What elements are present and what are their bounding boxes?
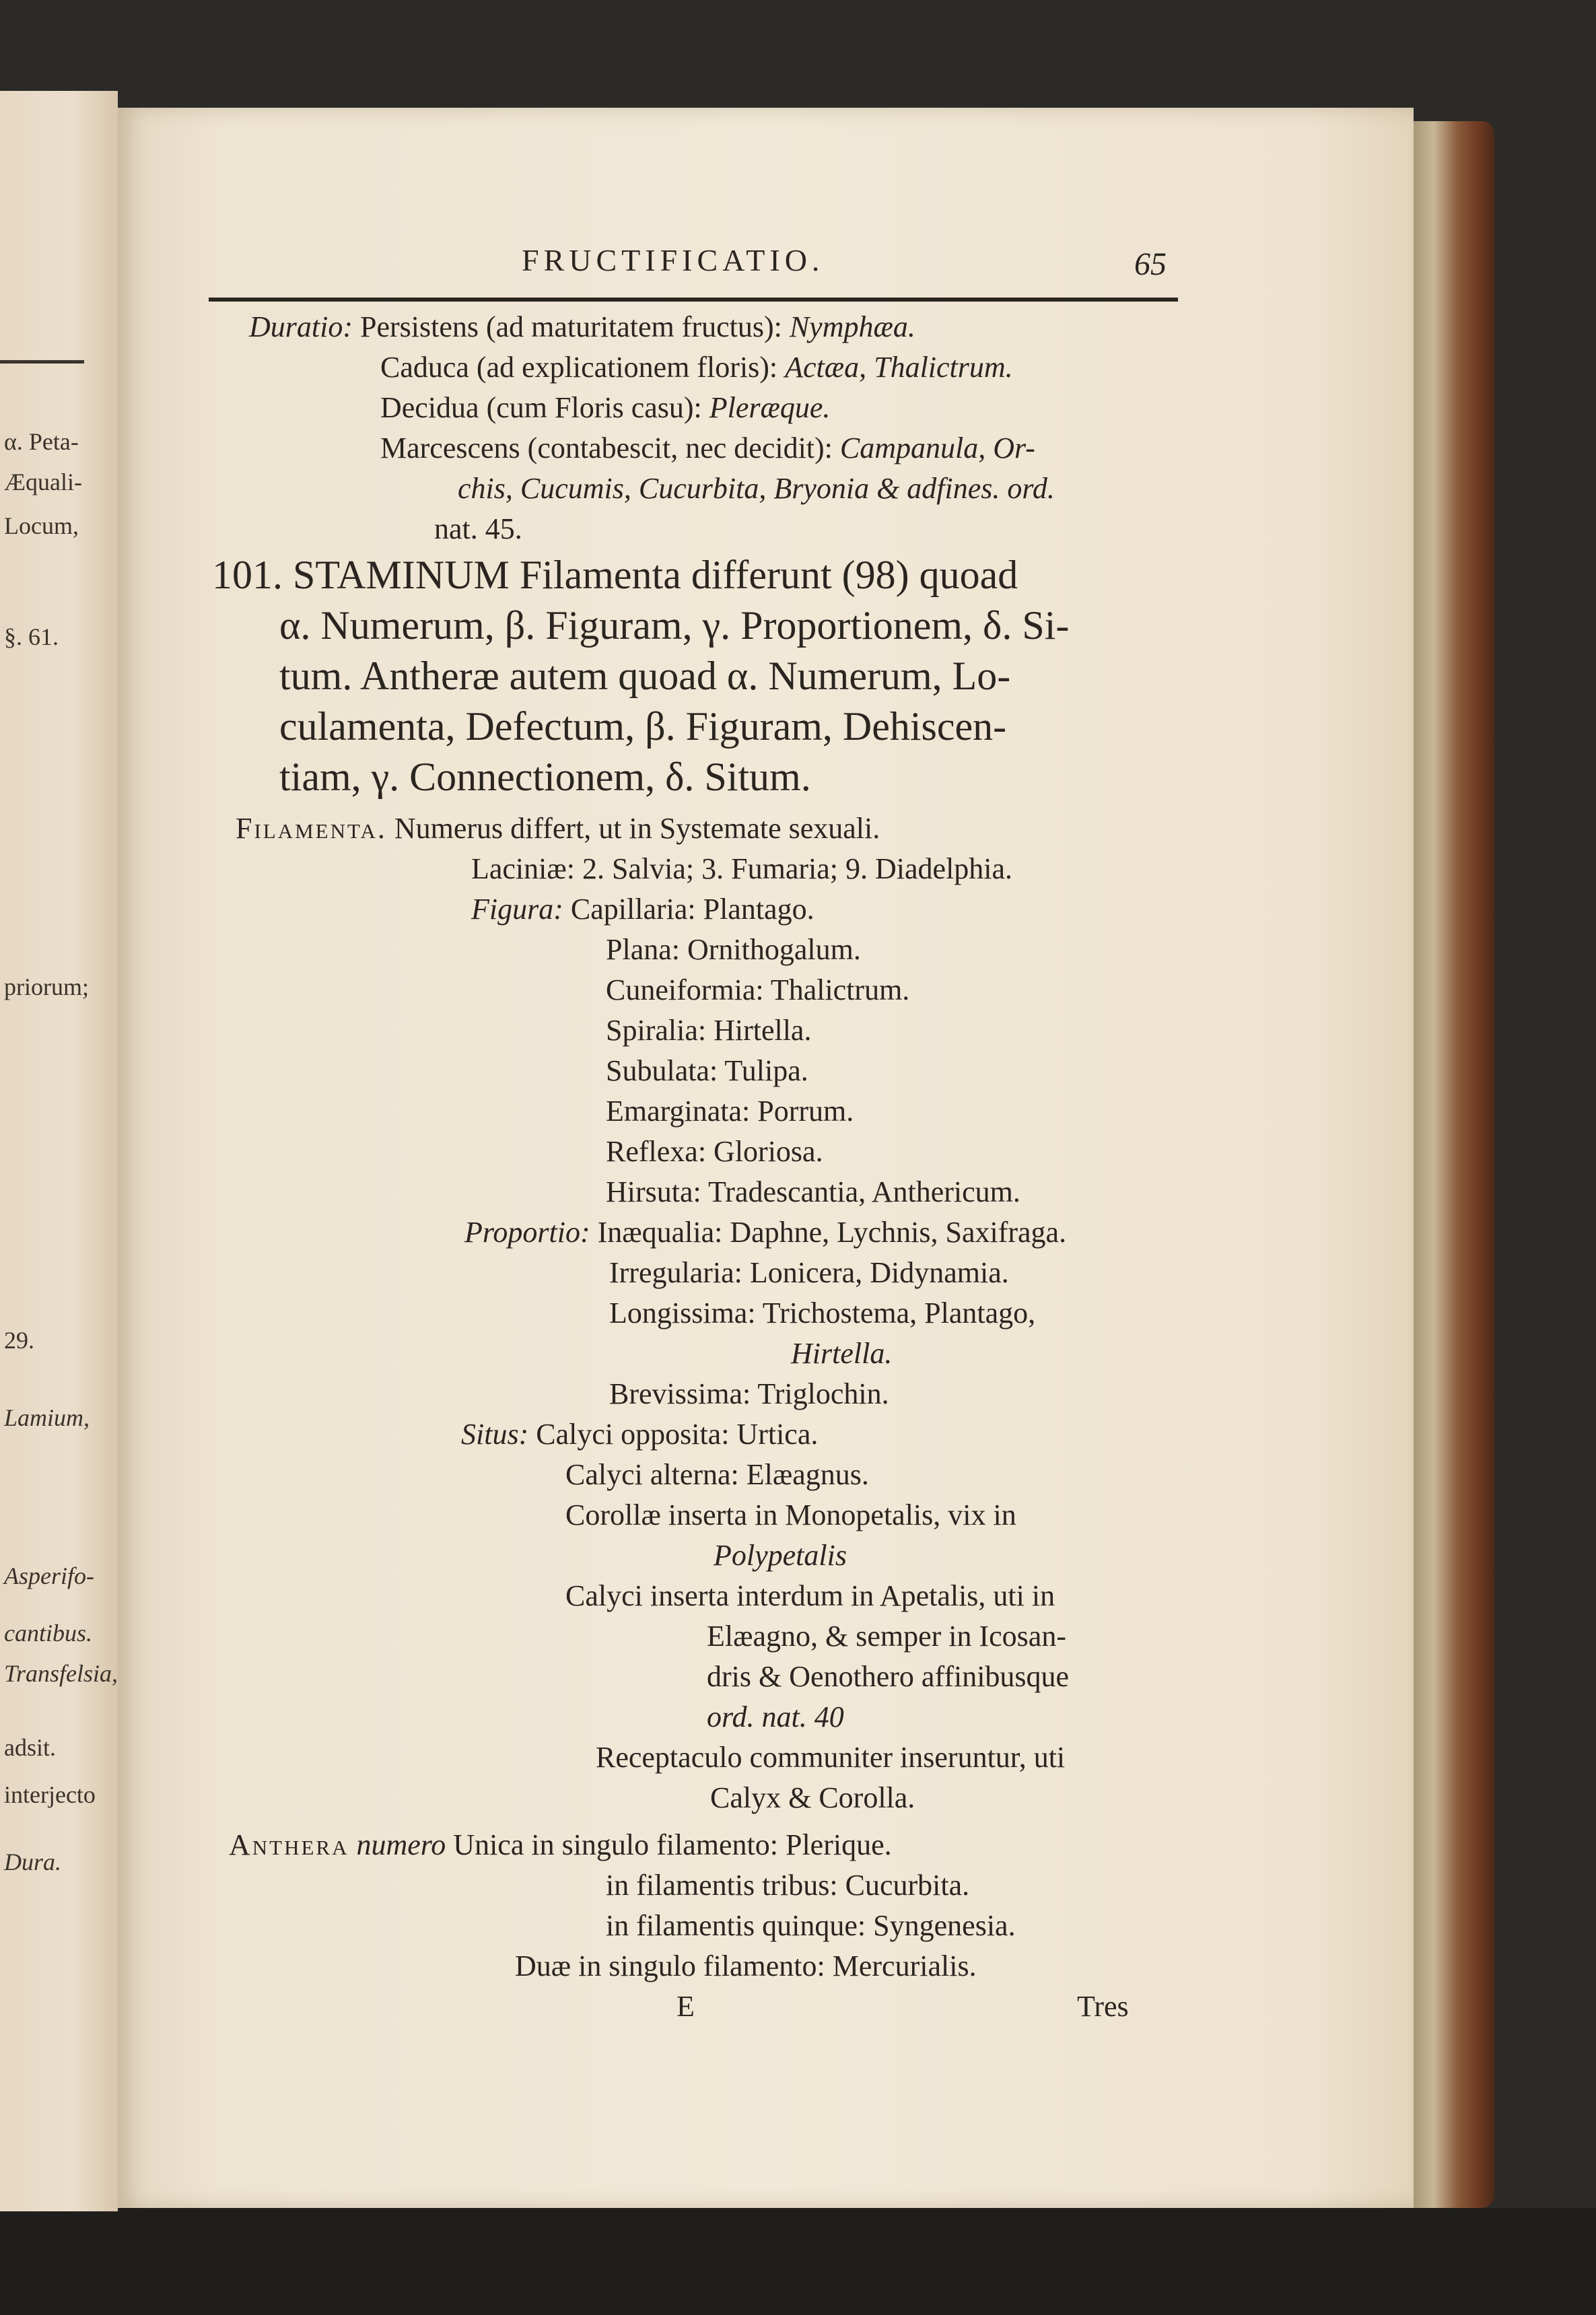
- situs-label: Situs:: [461, 1418, 529, 1451]
- duratio-line: [380, 431, 1035, 465]
- left-fragment: Locum,: [4, 512, 79, 539]
- situs-item: Calyci inserta interdum in Apetalis, uti in: [565, 1579, 1055, 1612]
- duratio-text: Persistens (ad maturitatem fructus):: [360, 310, 782, 343]
- figura-label: Figura:: [471, 893, 563, 926]
- signature-mark: E: [676, 1990, 695, 2023]
- anthera-item: Unica in singulo filamento: Plerique.: [453, 1828, 892, 1861]
- catchword: Tres: [1077, 1990, 1129, 2023]
- anthera-label: Anthera: [229, 1828, 349, 1861]
- left-fragment: §. 61.: [4, 623, 59, 650]
- figura-item: Subulata: Tulipa.: [606, 1054, 808, 1087]
- duratio-example: Nymphæa.: [789, 310, 915, 343]
- duratio-label: Duratio:: [249, 310, 353, 343]
- section-text: STAMINUM Filamenta differunt (98) quoad: [293, 553, 1018, 597]
- anthera-line: [229, 1828, 892, 1862]
- left-fragment: Dura.: [4, 1848, 62, 1875]
- situs-item: Polypetalis: [714, 1539, 847, 1572]
- situs-item: Calyci opposita: Urtica.: [536, 1418, 819, 1451]
- left-fragment: Æquali-: [4, 469, 82, 495]
- situs-item: dris & Oenothero affinibusque: [707, 1660, 1070, 1693]
- proportio-label: Proportio:: [464, 1216, 590, 1249]
- book-edge: [1414, 121, 1494, 2208]
- situs-item: Receptaculo communiter inseruntur, uti: [596, 1741, 1066, 1774]
- left-fragment: Transfelsia,: [4, 1660, 118, 1687]
- duratio-line: [249, 310, 915, 344]
- page-number: 65: [1134, 246, 1167, 282]
- duratio-example: chis, Cucumis, Cucurbita, Bryonia & adfines. ord.: [458, 472, 1055, 505]
- figura-item: Reflexa: Gloriosa.: [606, 1135, 823, 1168]
- filamenta-line: [236, 811, 880, 845]
- situs-item: Calyx & Corolla.: [710, 1781, 915, 1814]
- left-fragment: Lamium,: [4, 1404, 90, 1431]
- filamenta-label: Filamenta.: [236, 812, 387, 845]
- book-page: [118, 108, 1414, 2208]
- section-101-line: α. Numerum, β. Figuram, γ. Proportionem, δ. Si-: [279, 603, 1070, 648]
- left-fragment: cantibus.: [4, 1620, 92, 1647]
- duratio-text: Caduca (ad explicationem floris):: [380, 351, 778, 384]
- left-fragment: interjecto: [4, 1781, 96, 1808]
- section-101-line: [212, 552, 1018, 598]
- left-fragment: 29.: [4, 1327, 34, 1354]
- proportio-item: Brevissima: Triglochin.: [609, 1377, 889, 1410]
- left-fragment: adsit.: [4, 1734, 56, 1761]
- situs-item: Calyci alterna: Elæagnus.: [565, 1458, 869, 1491]
- proportio-item: Irregularia: Lonicera, Didynamia.: [609, 1256, 1009, 1289]
- proportio-item: Longissima: Trichostema, Plantago,: [609, 1297, 1036, 1329]
- section-101-line: tiam, γ. Connectionem, δ. Situm.: [279, 755, 811, 799]
- section-number: 101.: [212, 553, 283, 597]
- anthera-item: in filamentis tribus: Cucurbita.: [606, 1869, 970, 1902]
- situs-item: Corollæ inserta in Monopetalis, vix in: [565, 1498, 1016, 1531]
- duratio-example: Campanula, Or-: [839, 431, 1035, 464]
- left-fragment: priorum;: [4, 973, 89, 1000]
- figura-item: Hirsuta: Tradescantia, Anthericum.: [606, 1175, 1020, 1208]
- duratio-line: [434, 512, 522, 546]
- situs-line: [461, 1417, 818, 1451]
- anthera-item: Duæ in singulo filamento: Mercurialis.: [515, 1949, 977, 1982]
- left-fragment: α. Peta-: [4, 428, 79, 455]
- proportio-item: Inæqualia: Daphne, Lychnis, Saxifraga.: [597, 1216, 1067, 1249]
- situs-item: ord. nat. 40: [707, 1700, 844, 1733]
- duratio-line: [380, 390, 830, 425]
- situs-item: Elæagno, & semper in Icosan-: [707, 1620, 1066, 1653]
- background-band: [0, 2208, 1596, 2315]
- duratio-text: Decidua (cum Floris casu):: [380, 391, 702, 424]
- anthera-item: in filamentis quinque: Syngenesia.: [606, 1909, 1016, 1942]
- figura-item: Emarginata: Porrum.: [606, 1095, 854, 1128]
- left-page-edge: [0, 91, 118, 2211]
- figura-item: Capillaria: Plantago.: [570, 893, 814, 926]
- duratio-line: [458, 471, 1055, 506]
- left-fragment: Asperifo-: [4, 1562, 94, 1589]
- duratio-example: Actæa, Thalictrum.: [785, 351, 1013, 384]
- duratio-example: Pleræque.: [709, 391, 831, 424]
- header-rule: [209, 298, 1178, 302]
- left-page-rule: [0, 360, 84, 364]
- proportio-item: Hirtella.: [791, 1337, 893, 1370]
- section-101-line: culamenta, Defectum, β. Figuram, Dehiscen-: [279, 704, 1007, 749]
- anthera-numero: numero: [356, 1828, 446, 1861]
- filamenta-numerus: Numerus differt, ut in Systemate sexuali.: [394, 812, 880, 845]
- figura-line: [471, 892, 814, 926]
- section-101-line: tum. Antheræ autem quoad α. Numerum, Lo-: [279, 654, 1011, 698]
- duratio-line: [380, 350, 1013, 384]
- duratio-text: nat. 45.: [434, 512, 522, 545]
- duratio-text: Marcescens (contabescit, nec decidit):: [380, 431, 833, 464]
- filamenta-laciniae: Laciniæ: 2. Salvia; 3. Fumaria; 9. Diadelphia.: [471, 852, 1013, 885]
- proportio-line: [464, 1215, 1066, 1249]
- figura-item: Spiralia: Hirtella.: [606, 1014, 812, 1047]
- running-header: FRUCTIFICATIO.: [522, 243, 825, 277]
- figura-item: Plana: Ornithogalum.: [606, 933, 861, 966]
- figura-item: Cuneiformia: Thalictrum.: [606, 973, 910, 1006]
